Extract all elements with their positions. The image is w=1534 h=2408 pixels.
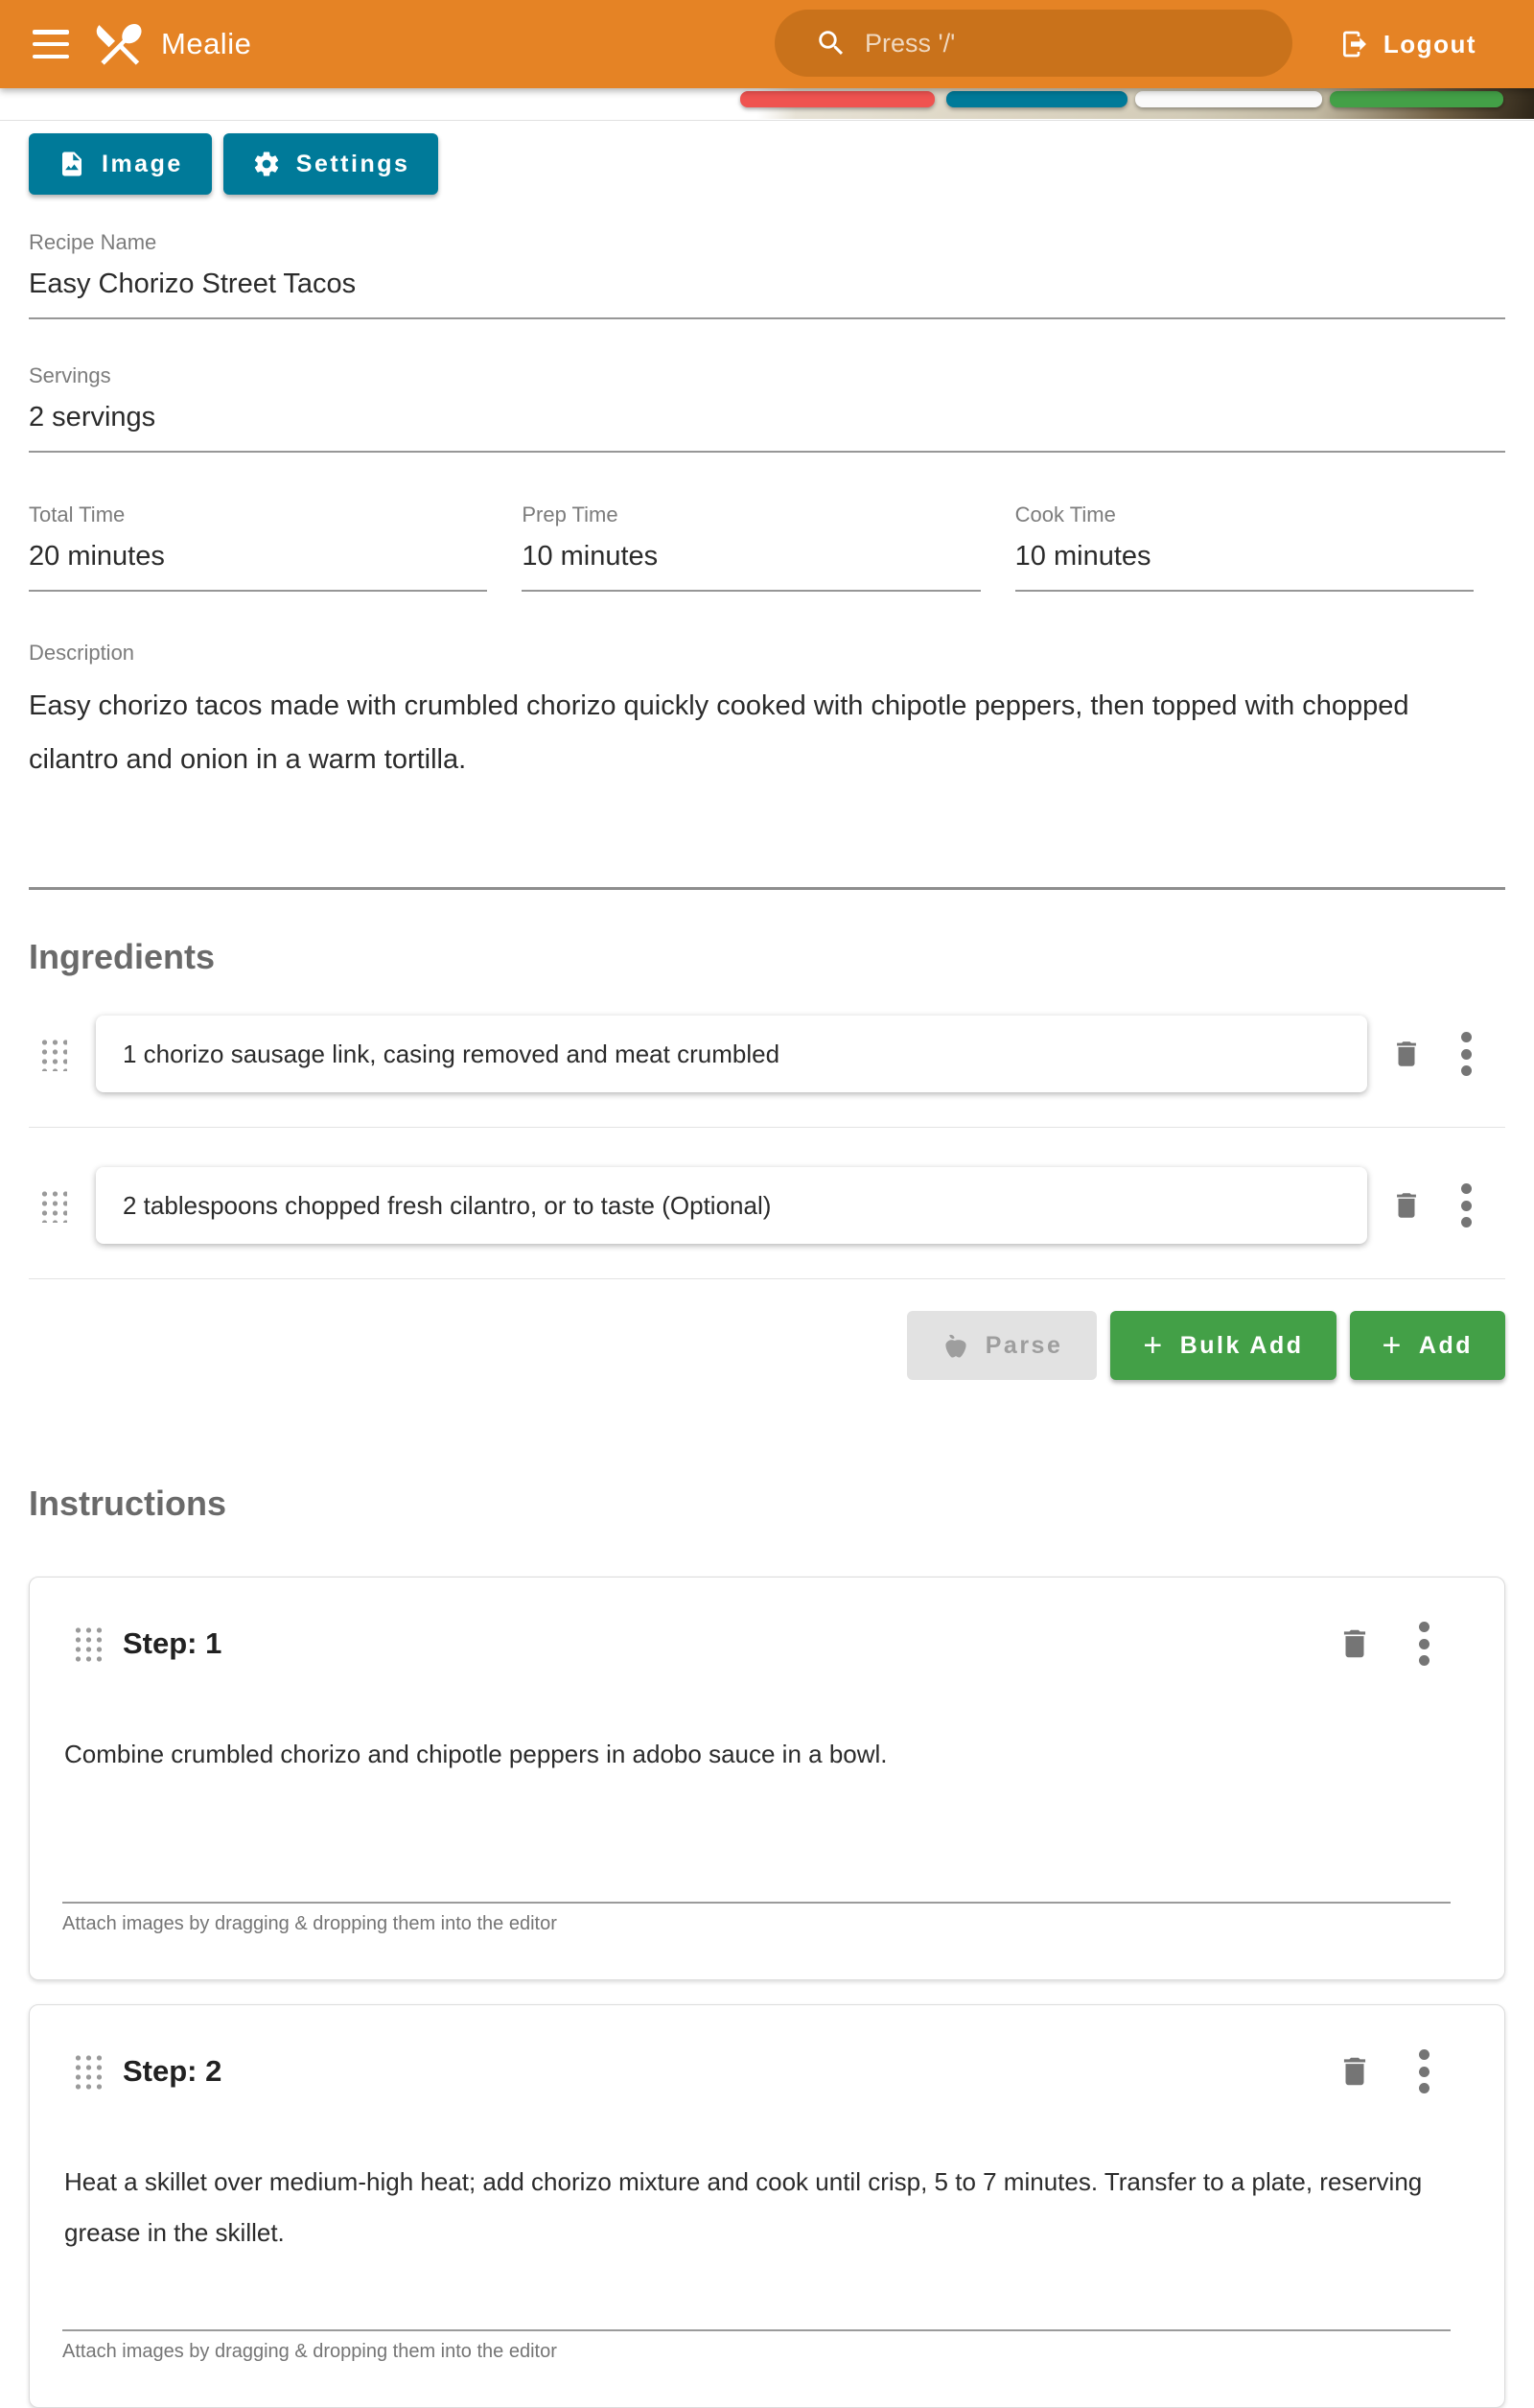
description-field	[29, 641, 1505, 890]
prep-time-input[interactable]: 10 minutes	[522, 541, 980, 592]
kebab-icon	[1419, 2049, 1429, 2093]
servings-input[interactable]: 2 servings	[29, 402, 1505, 453]
image-button[interactable]	[29, 133, 212, 195]
menu-icon[interactable]	[33, 30, 69, 58]
ingredient-menu-button[interactable]	[1461, 1032, 1472, 1076]
ingredient-menu-button[interactable]	[1461, 1183, 1472, 1227]
bulk-add-button[interactable]	[1110, 1311, 1336, 1380]
drag-handle-icon[interactable]	[38, 1188, 67, 1223]
hero-strip	[0, 88, 1534, 121]
ingredient-input[interactable]: 2 tablespoons chopped fresh cilantro, or to taste (Optional)	[96, 1167, 1367, 1244]
step-title: Step: 1	[123, 1626, 222, 1660]
search-bar[interactable]	[775, 10, 1292, 77]
hero-action-green-button[interactable]	[1330, 91, 1503, 107]
add-button-label: Add	[1418, 1331, 1473, 1359]
step-menu-button[interactable]	[1419, 2049, 1429, 2093]
hero-action-teal-button[interactable]	[946, 91, 1127, 107]
recipe-editor	[0, 121, 1534, 2408]
search-input[interactable]	[865, 29, 1269, 58]
row-divider	[29, 1278, 1505, 1279]
instructions-heading: Instructions	[29, 1484, 227, 1523]
bulk-add-button-label: Bulk Add	[1179, 1331, 1304, 1359]
kebab-icon	[1461, 1183, 1472, 1227]
app-bar	[0, 0, 1534, 88]
editor-divider	[62, 2329, 1451, 2331]
delete-ingredient-button[interactable]	[1390, 1189, 1423, 1222]
drag-handle-icon[interactable]	[38, 1037, 67, 1071]
parse-button[interactable]	[907, 1311, 1098, 1380]
parse-button-label: Parse	[985, 1331, 1063, 1359]
total-time-input[interactable]: 20 minutes	[29, 541, 487, 592]
settings-button-label: Settings	[295, 150, 410, 177]
settings-button[interactable]	[223, 133, 439, 195]
attach-images-hint: Attach images by dragging & dropping them into the editor	[62, 1913, 557, 1934]
step-card	[29, 2004, 1505, 2408]
step-text-editor[interactable]: Combine crumbled chorizo and chipotle peppers in adobo sauce in a bowl.	[64, 1740, 888, 1768]
ingredient-input[interactable]: 1 chorizo sausage link, casing removed and meat crumbled	[96, 1016, 1367, 1092]
mealie-logo-icon	[90, 16, 146, 72]
cook-time-label: Cook Time	[1014, 503, 1116, 526]
trash-icon	[1336, 1625, 1373, 1662]
delete-ingredient-button[interactable]	[1390, 1038, 1423, 1070]
step-header	[62, 2040, 1451, 2103]
times-row	[29, 503, 1474, 592]
delete-step-button[interactable]	[1336, 2053, 1373, 2090]
step-menu-button[interactable]	[1419, 1622, 1429, 1666]
description-textarea[interactable]: Easy chorizo tacos made with crumbled chorizo quickly cooked with chipotle peppers, then topped with chopped cilantro and onion in a warm tortilla.	[29, 679, 1505, 890]
kebab-icon	[1461, 1032, 1472, 1076]
trash-icon	[1390, 1189, 1423, 1222]
add-button[interactable]	[1350, 1311, 1505, 1380]
servings-label: Servings	[29, 363, 111, 387]
plus-icon: +	[1143, 1327, 1165, 1364]
trash-icon	[1390, 1038, 1423, 1070]
row-divider	[29, 1127, 1505, 1128]
ingredients-heading: Ingredients	[29, 937, 216, 976]
image-button-label: Image	[102, 150, 183, 177]
search-icon	[815, 27, 848, 59]
step-title: Step: 2	[123, 2054, 222, 2088]
gear-icon	[252, 150, 281, 178]
recipe-name-field	[29, 230, 1505, 319]
delete-step-button[interactable]	[1336, 1625, 1373, 1662]
logout-icon	[1339, 29, 1370, 59]
ingredient-row	[29, 1167, 1505, 1244]
drag-handle-icon[interactable]	[72, 2052, 102, 2091]
app-title: Mealie	[161, 27, 252, 60]
attach-images-hint: Attach images by dragging & dropping them into the editor	[62, 2341, 557, 2362]
cook-time-input[interactable]: 10 minutes	[1015, 541, 1474, 592]
editor-toolbar	[29, 133, 1505, 195]
prep-time-field	[522, 503, 980, 592]
cook-time-field	[1015, 503, 1474, 592]
logout-button[interactable]	[1339, 0, 1476, 88]
kebab-icon	[1419, 1622, 1429, 1666]
plus-icon: +	[1382, 1327, 1404, 1364]
total-time-label: Total Time	[29, 503, 126, 526]
servings-field	[29, 363, 1505, 453]
description-label: Description	[29, 641, 135, 665]
logout-label: Logout	[1383, 29, 1476, 58]
recipe-name-input[interactable]: Easy Chorizo Street Tacos	[29, 269, 1505, 319]
step-header	[62, 1612, 1451, 1675]
hero-action-red-button[interactable]	[740, 91, 935, 107]
image-icon	[58, 150, 86, 178]
hero-action-white-button[interactable]	[1135, 91, 1322, 107]
editor-divider	[62, 1902, 1451, 1904]
total-time-field	[29, 503, 487, 592]
apple-icon	[941, 1331, 970, 1360]
trash-icon	[1336, 2053, 1373, 2090]
drag-handle-icon[interactable]	[72, 1625, 102, 1663]
prep-time-label: Prep Time	[522, 503, 618, 526]
ingredient-actions	[29, 1311, 1505, 1380]
ingredient-row	[29, 1016, 1505, 1092]
recipe-name-label: Recipe Name	[29, 230, 157, 254]
step-card	[29, 1577, 1505, 1980]
step-text-editor[interactable]: Heat a skillet over medium-high heat; add chorizo mixture and cook until crisp, 5 to 7 minutes. Transfer to a plate, reserving grease in the skillet.	[64, 2167, 1423, 2247]
